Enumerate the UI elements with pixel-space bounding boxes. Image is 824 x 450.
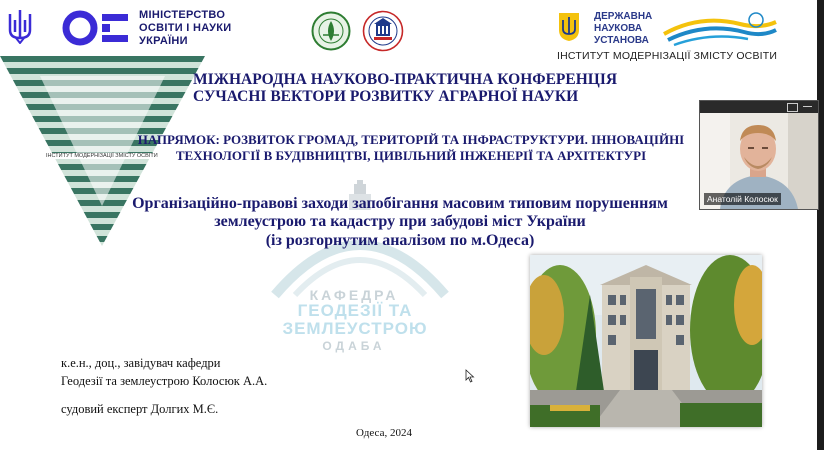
webcam-titlebar [700, 101, 818, 113]
minimize-icon[interactable] [803, 106, 812, 107]
place-year: Одеса, 2024 [356, 427, 412, 439]
university-emblem-icon [311, 11, 351, 51]
conference-title-line-1: МІЖНАРОДНА НАУКОВО-ПРАКТИЧНА КОНФЕРЕНЦІЯ [193, 71, 618, 88]
expert-name: судовий експерт Долгих М.Є. [61, 402, 219, 416]
author-position: к.е.н., доц., завідувач кафедри [61, 356, 221, 370]
triangle-caption: ІНСТИТУТ МОДЕРНІЗАЦІЇ ЗМІСТУ ОСВІТИ [46, 153, 158, 159]
dnu-name [594, 11, 652, 47]
window-edge [817, 0, 824, 450]
maximize-icon[interactable] [787, 103, 798, 112]
ministry-line-2: ОСВІТИ І НАУКИ [139, 22, 232, 34]
watermark-line-4: ОДАБА [322, 339, 386, 353]
ukraine-shield-icon [558, 12, 580, 42]
ministry-logo-icon [62, 8, 132, 48]
trident-icon [6, 8, 34, 44]
ministry-line-3: УКРАЇНИ [139, 35, 188, 47]
report-title-line-2: землеустрою та кадастру при забудові міст України [214, 213, 586, 230]
institute-caption: ІНСТИТУТ МОДЕРНІЗАЦІЇ ЗМІСТУ ОСВІТИ [557, 50, 778, 62]
webcam-video-tile[interactable] [699, 100, 819, 210]
dnu-line-1: ДЕРЖАВНА [594, 11, 653, 22]
department-emblem-icon [362, 9, 404, 53]
watermark-line-3: ЗЕМЛЕУСТРОЮ [282, 319, 428, 338]
report-title-line-1: Організаційно-правові заходи запобігання масовим типовим порушенням [132, 195, 668, 212]
report-title-line-3: (із розгорнутим аналізом по м.Одеса) [265, 232, 535, 249]
ministry-line-1: МІНІСТЕРСТВО [139, 9, 226, 21]
dnu-line-3: УСТАНОВА [594, 35, 649, 46]
dnu-line-2: НАУКОВА [594, 23, 643, 34]
direction-line-1: НАПРЯМОК: РОЗВИТОК ГРОМАД, ТЕРИТОРІЙ ТА ІНФРАСТРУКТУРИ. ІННОВАЦІЙНІ [137, 132, 685, 147]
watermark-line-1: КАФЕДРА [309, 287, 399, 303]
participant-name-label: Анатолій Колосюк [704, 193, 781, 205]
author-name: Геодезії та землеустрою Колосюк А.А. [61, 374, 268, 388]
mouse-cursor-icon [465, 369, 475, 383]
institute-swoosh-logo-icon [660, 10, 780, 48]
direction-line-2: ТЕХНОЛОГІЇ В БУДІВНИЦТВІ, ЦИВІЛЬНИЙ ІНЖЕНЕРІЇ ТА АРХІТЕКТУРІ [175, 148, 647, 163]
watermark-line-2: ГЕОДЕЗІЇ ТА [297, 301, 413, 320]
university-building-photo [530, 255, 762, 427]
ministry-name [139, 9, 231, 48]
conference-title-line-2: СУЧАСНІ ВЕКТОРИ РОЗВИТКУ АГРАРНОЇ НАУКИ [193, 88, 579, 105]
